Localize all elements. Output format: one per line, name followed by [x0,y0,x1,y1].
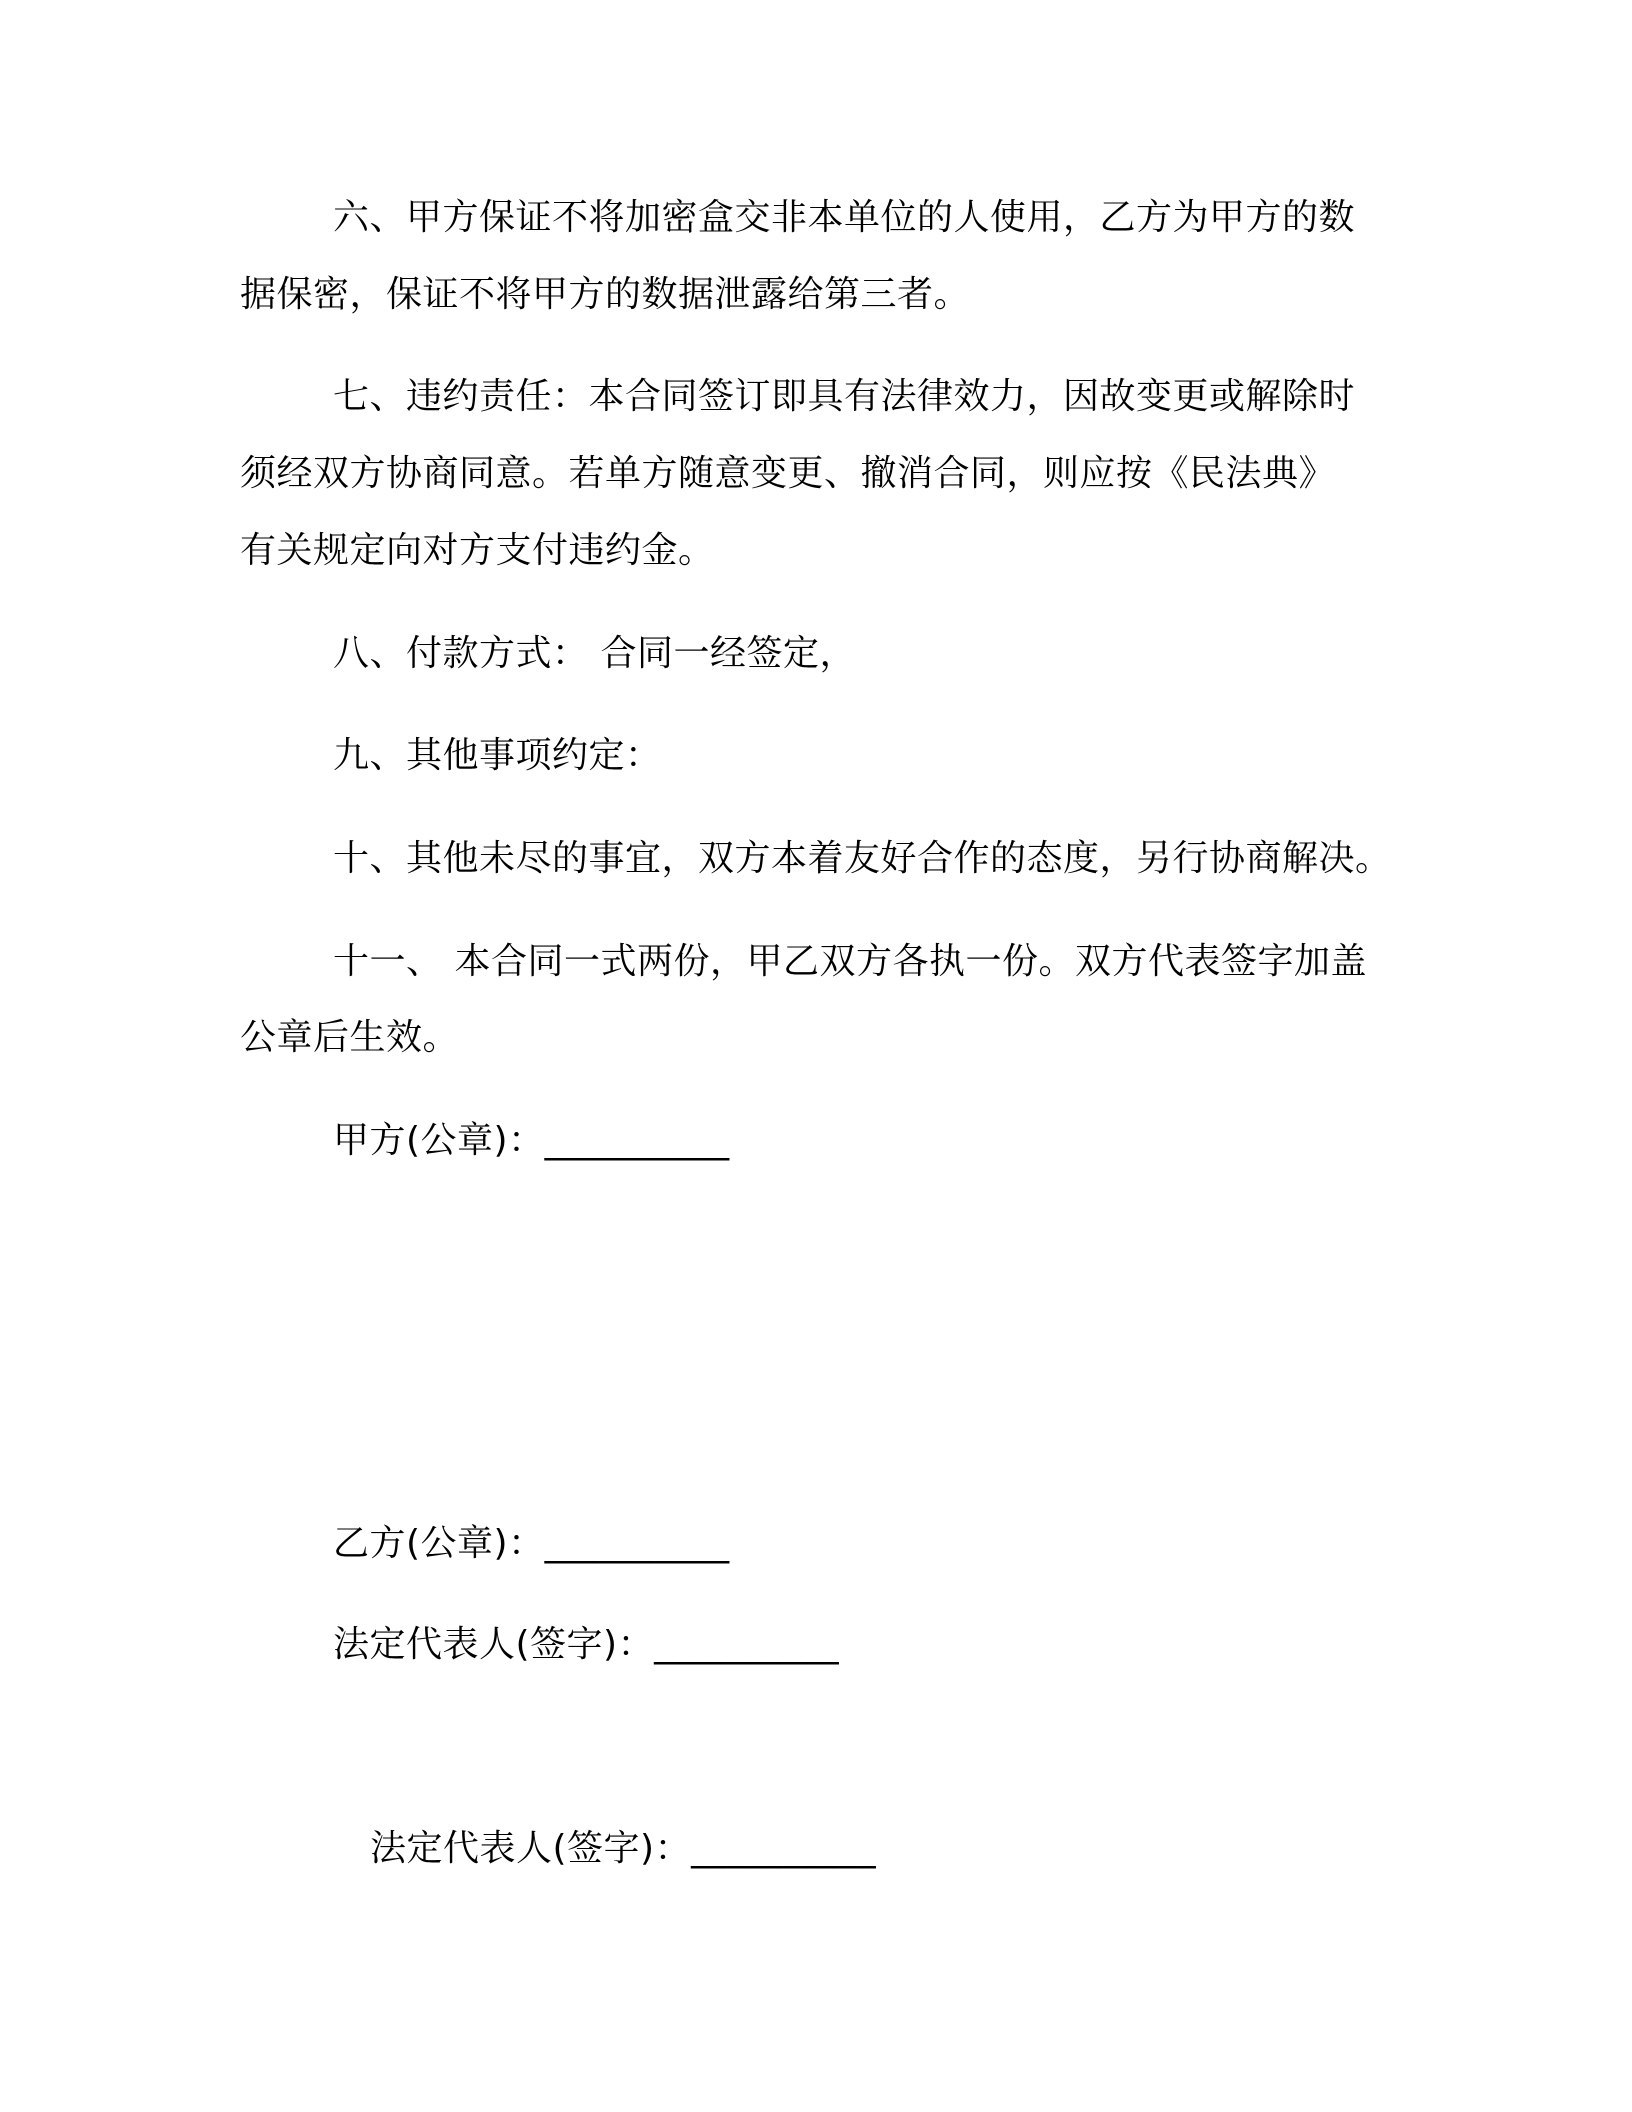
clause-6-line-1: 六、甲方保证不将加密盒交非本单位的人使用，乙方为甲方的数 [333,197,1356,238]
legal-representative-signature-1: 法定代表人(签字)：__________ [333,1624,840,1665]
clause-7-line-2: 须经双方协商同意。若单方随意变更、撤消合同，则应按《民法典》 [240,453,1336,494]
clause-9: 九、其他事项约定： [333,735,662,776]
clause-11-line-1: 十一、 本合同一式两份，甲乙双方各执一份。双方代表签字加盖 [333,941,1367,982]
party-a-seal: 甲方(公章)：__________ [333,1120,730,1161]
clause-7-line-3: 有关规定向对方支付违约金。 [240,530,715,571]
clause-6-line-2: 据保密，保证不将甲方的数据泄露给第三者。 [240,274,971,315]
party-b-seal: 乙方(公章)：__________ [333,1523,730,1564]
clause-10: 十、其他未尽的事宜，双方本着友好合作的态度，另行协商解决。 [333,838,1392,879]
legal-representative-signature-2: 法定代表人(签字)：__________ [370,1828,877,1869]
clause-8: 八、付款方式： 合同一经签定， [333,633,856,674]
clause-7-line-1: 七、违约责任：本合同签订即具有法律效力，因故变更或解除时 [333,376,1356,417]
clause-11-line-2: 公章后生效。 [240,1017,460,1058]
